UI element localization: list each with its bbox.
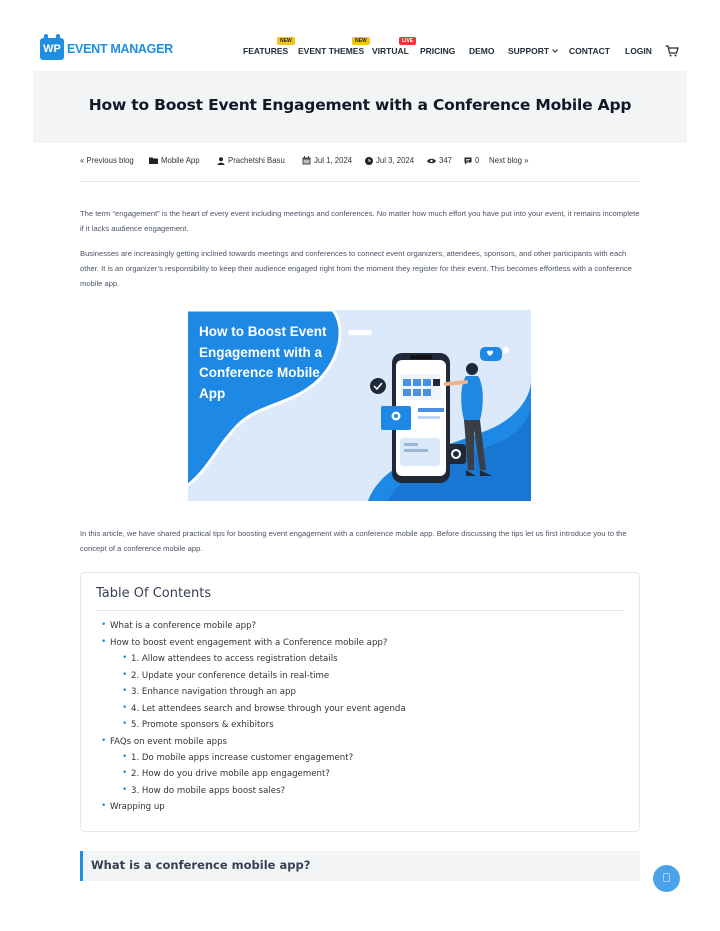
- toc-link[interactable]: • How to boost event engagement with a Conference mobile app?: [110, 638, 387, 648]
- comments-count: 0: [475, 156, 480, 165]
- views-meta: [427, 156, 452, 165]
- nav-login[interactable]: LOGIN: [625, 46, 652, 56]
- nav-contact[interactable]: CONTACT: [569, 46, 610, 56]
- eye-icon: [427, 158, 436, 164]
- chevron-down-icon: [552, 47, 558, 53]
- published-date: Jul 1, 2024: [314, 156, 353, 165]
- nav-pricing[interactable]: PRICING: [420, 46, 456, 56]
- nav-event-themes-label: EVENT THEMES: [298, 46, 365, 56]
- nav-badge-live: LIVE: [399, 37, 416, 45]
- updated-date: Jul 3, 2024: [376, 156, 415, 165]
- folder-icon: [149, 157, 158, 164]
- intro-paragraph-2: Businesses are increasingly getting inclined towards meetings and conferences to connect event organizers, attendees, sponsors, and other participants with each other. It is an organizer’s responsibility to keep their audience engaged right from the moment they register for their event. This becomes effortless with a conference mobile app.: [80, 249, 632, 288]
- nav-support-label: SUPPORT: [508, 46, 550, 56]
- nav-badge-new: NEW: [352, 37, 370, 45]
- calendar-icon: [302, 156, 311, 165]
- toc-link[interactable]: • FAQs on event mobile apps: [110, 737, 227, 747]
- category-label: Mobile App: [161, 156, 200, 165]
- published-date-meta: [302, 156, 352, 165]
- floating-action-button[interactable]: [653, 865, 680, 892]
- comments-meta[interactable]: [464, 156, 479, 165]
- toc-link[interactable]: • Wrapping up: [110, 802, 165, 812]
- comment-icon: [464, 157, 472, 165]
- updated-date-meta: [365, 156, 414, 165]
- next-blog-link[interactable]: Next blog »: [489, 156, 529, 165]
- nav-support[interactable]: [508, 46, 557, 56]
- previous-blog-link[interactable]: « Previous blog: [80, 156, 134, 165]
- hero-image: [188, 310, 531, 501]
- section-title: What is a conference mobile app?: [91, 858, 311, 872]
- toc-link[interactable]: • 3. Enhance navigation through an app: [131, 687, 296, 697]
- toc-title: Table Of Contents: [96, 586, 212, 601]
- page-title: How to Boost Event Engagement with a Conference Mobile App: [88, 96, 632, 114]
- toc-link[interactable]: • 1. Do mobile apps increase customer engagement?: [131, 753, 353, 763]
- toc-link[interactable]: • 4. Let attendees search and browse through your event agenda: [131, 704, 406, 714]
- intro-paragraph-3: In this article, we have shared practical tips for boosting event engagement with a conference mobile app. Before discussing the tips let us first introduce you to the concept of a conference mobile app.: [80, 529, 627, 553]
- views-count: 347: [439, 156, 453, 165]
- clock-icon: [365, 157, 373, 165]
- user-icon: [217, 157, 225, 165]
- document-icon: [663, 873, 670, 882]
- cart-icon[interactable]: [665, 45, 679, 57]
- toc-link[interactable]: • 1. Allow attendees to access registration details: [131, 654, 338, 664]
- nav-demo[interactable]: DEMO: [469, 46, 495, 56]
- nav-features-label: FEATURES: [243, 46, 289, 56]
- toc-link[interactable]: • What is a conference mobile app?: [110, 621, 256, 631]
- nav-features[interactable]: [243, 38, 292, 56]
- site-header: [0, 0, 720, 70]
- author-meta[interactable]: [217, 156, 285, 165]
- nav-virtual[interactable]: [372, 38, 414, 56]
- post-meta: [80, 156, 640, 168]
- toc-divider: [96, 610, 624, 611]
- title-banner: [33, 71, 687, 143]
- logo-text: EVENT MANAGER: [67, 42, 173, 56]
- meta-divider: [80, 181, 640, 182]
- toc-link[interactable]: • 2. Update your conference details in real-time: [131, 671, 329, 681]
- hero-title: How to Boost Event Engagement with a Conference Mobile App: [199, 324, 327, 401]
- toc-link[interactable]: • 3. How do mobile apps boost sales?: [131, 786, 285, 796]
- nav-virtual-label: VIRTUAL: [372, 46, 409, 56]
- nav-event-themes[interactable]: [298, 38, 367, 56]
- toc-link[interactable]: • 5. Promote sponsors & exhibitors: [131, 720, 274, 730]
- category-meta[interactable]: [149, 156, 200, 165]
- main-nav: [0, 38, 720, 60]
- logo-badge: WP: [40, 38, 64, 60]
- nav-badge-new: NEW: [277, 37, 295, 45]
- author-label: Prachetshi Basu: [228, 156, 285, 165]
- toc-link[interactable]: • 2. How do you drive mobile app engagement?: [131, 769, 330, 779]
- intro-paragraph-1: The term “engagement” is the heart of every event including meetings and conferences. No matter how much effort you have put into your event, it remains incomplete if it lacks audience engagement.: [80, 209, 640, 233]
- table-of-contents: [80, 572, 640, 832]
- section-heading: [80, 851, 640, 881]
